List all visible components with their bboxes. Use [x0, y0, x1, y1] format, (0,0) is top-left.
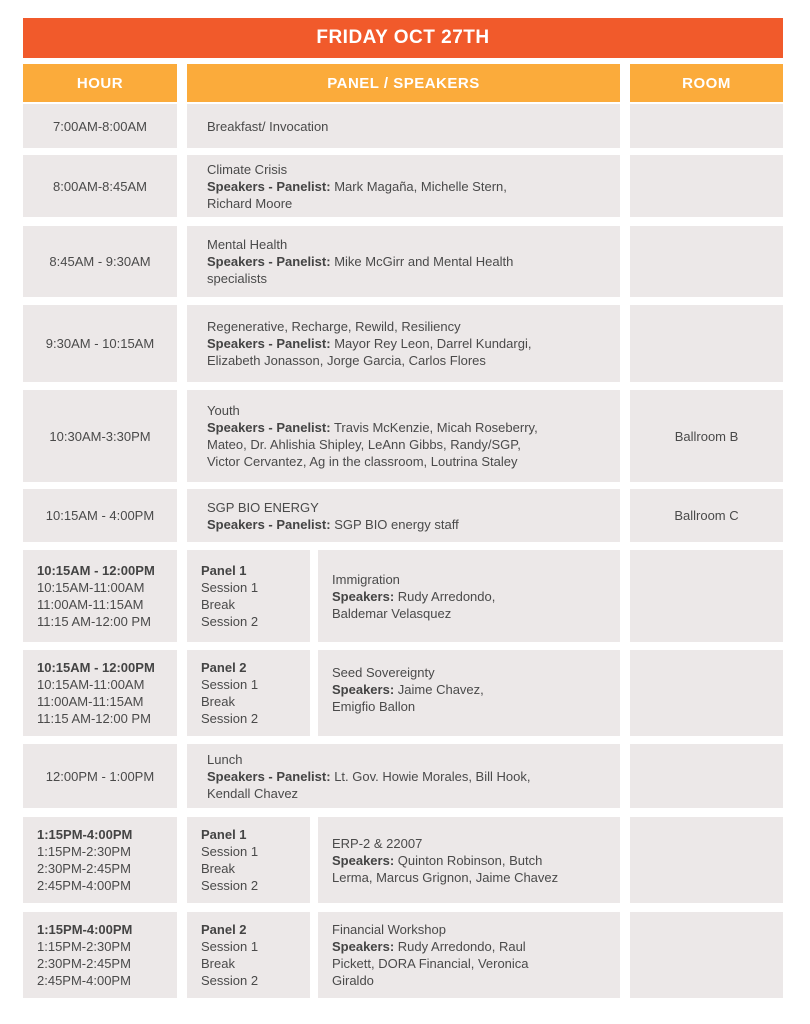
speakers-cont: specialists	[207, 271, 267, 286]
panel-name: Panel 2	[201, 922, 247, 937]
speakers-cont: Giraldo	[332, 973, 374, 988]
session-part: Session 2	[201, 614, 259, 629]
speakers-label: Speakers - Panelist:	[207, 254, 331, 269]
topic: ERP-2 & 22007	[332, 836, 423, 851]
time-slot: 1:15PM-2:30PM	[37, 939, 131, 954]
topic: Mental Health	[207, 237, 288, 252]
panel-name: Panel 2	[201, 660, 247, 675]
time-range: 10:15AM - 12:00PM	[37, 563, 155, 578]
room-cell	[630, 912, 783, 998]
hour-cell	[23, 912, 177, 998]
hour-cell	[23, 650, 177, 736]
topic: Immigration	[332, 571, 400, 587]
room-cell	[630, 650, 783, 736]
panel-cell	[187, 104, 620, 148]
panel-cell	[187, 226, 620, 297]
session-part: Session 1	[201, 677, 259, 692]
speakers: Rudy Arredondo,	[397, 588, 496, 604]
room-cell: Ballroom B	[630, 390, 783, 482]
topic: Lunch	[207, 751, 243, 767]
speakers-cont: Kendall Chavez	[207, 785, 299, 801]
time-slot: 11:00AM-11:15AM	[37, 694, 144, 709]
page-title: FRIDAY OCT 27TH	[23, 18, 783, 58]
speakers-label: Speakers:	[332, 682, 395, 697]
panel-cell	[187, 744, 620, 808]
hour-cell: 10:15AM - 4:00PM	[23, 489, 177, 542]
speakers-cont: Pickett, DORA Financial, Veronica	[332, 956, 529, 971]
speakers-label: Speakers - Panelist:	[207, 178, 331, 194]
speakers: SGP BIO energy staff	[334, 516, 459, 532]
topic: SGP BIO ENERGY	[207, 499, 319, 515]
speakers-label: Speakers - Panelist:	[207, 516, 331, 532]
time-slot: 10:15AM-11:00AM	[37, 580, 145, 595]
session-part: Break	[201, 694, 235, 709]
room-cell	[630, 550, 783, 642]
speakers-cont: Victor Cervantez, Ag in the classroom, Loutrina Staley	[207, 454, 518, 469]
room-cell	[630, 155, 783, 217]
time-slot: 11:15 AM-12:00 PM	[37, 614, 151, 629]
speakers: Travis McKenzie, Micah Roseberry,	[333, 420, 538, 435]
hour-cell: 7:00AM-8:00AM	[23, 104, 177, 148]
speakers-label: Speakers - Panelist:	[207, 420, 331, 435]
speakers-cont: Lerma, Marcus Grignon, Jaime Chavez	[332, 870, 559, 885]
speakers-label: Speakers:	[332, 939, 395, 954]
session-part: Session 1	[201, 580, 259, 595]
topic: Regenerative, Recharge, Rewild, Resiliency	[207, 319, 461, 334]
room-cell: Ballroom C	[630, 489, 783, 542]
session-part: Session 2	[201, 878, 259, 893]
time-slot: 1:15PM-2:30PM	[37, 844, 131, 859]
panel-sessions-cell	[187, 912, 310, 998]
session-part: Session 1	[201, 844, 259, 859]
time-range: 1:15PM-4:00PM	[37, 827, 133, 842]
time-range: 10:15AM - 12:00PM	[37, 660, 155, 675]
speakers: Quinton Robinson, Butch	[397, 853, 543, 868]
hour-cell	[23, 550, 177, 642]
time-slot: 11:15 AM-12:00 PM	[37, 711, 151, 726]
room-cell	[630, 305, 783, 382]
header-panel: PANEL / SPEAKERS	[187, 64, 620, 102]
panel-detail-cell	[318, 650, 620, 736]
hour-cell	[23, 817, 177, 903]
panel-cell	[187, 489, 620, 542]
header-hour: HOUR	[23, 64, 177, 102]
time-slot: 2:45PM-4:00PM	[37, 973, 131, 988]
topic: Breakfast/ Invocation	[207, 118, 329, 134]
hour-cell: 8:00AM-8:45AM	[23, 155, 177, 217]
room-cell	[630, 817, 783, 903]
time-range: 1:15PM-4:00PM	[37, 922, 133, 937]
panel-detail-cell	[318, 817, 620, 903]
session-part: Break	[201, 597, 235, 612]
speakers: Jaime Chavez,	[397, 682, 484, 697]
speakers: Mark Magaña, Michelle Stern,	[334, 178, 507, 194]
session-part: Session 1	[201, 939, 259, 954]
speakers-label: Speakers:	[332, 588, 395, 604]
speakers: Mike McGirr and Mental Health	[334, 254, 514, 269]
panel-cell	[187, 390, 620, 482]
panel-detail-cell	[318, 550, 620, 642]
speakers-cont: Mateo, Dr. Ahlishia Shipley, LeAnn Gibbs, Randy/SGP,	[207, 437, 521, 452]
time-slot: 10:15AM-11:00AM	[37, 677, 145, 692]
panel-sessions-cell	[187, 550, 310, 642]
speakers: Lt. Gov. Howie Morales, Bill Hook,	[334, 768, 531, 784]
hour-cell: 12:00PM - 1:00PM	[23, 744, 177, 808]
time-slot: 2:30PM-2:45PM	[37, 861, 131, 876]
speakers-label: Speakers - Panelist:	[207, 768, 331, 784]
speakers: Mayor Rey Leon, Darrel Kundargi,	[334, 336, 532, 351]
topic: Financial Workshop	[332, 922, 446, 937]
speakers-label: Speakers:	[332, 853, 395, 868]
panel-name: Panel 1	[201, 827, 247, 842]
room-cell	[630, 104, 783, 148]
room-cell	[630, 744, 783, 808]
speakers-cont: Richard Moore	[207, 195, 293, 211]
panel-name: Panel 1	[201, 563, 247, 578]
panel-cell	[187, 155, 620, 217]
time-slot: 11:00AM-11:15AM	[37, 597, 144, 612]
session-part: Session 2	[201, 973, 259, 988]
speakers: Rudy Arredondo, Raul	[397, 939, 526, 954]
header-room: ROOM	[630, 64, 783, 102]
speakers-cont: Baldemar Velasquez	[332, 605, 452, 621]
speakers-label: Speakers - Panelist:	[207, 336, 331, 351]
session-part: Break	[201, 861, 235, 876]
hour-cell: 10:30AM-3:30PM	[23, 390, 177, 482]
panel-sessions-cell	[187, 650, 310, 736]
session-part: Break	[201, 956, 235, 971]
time-slot: 2:45PM-4:00PM	[37, 878, 131, 893]
topic: Youth	[207, 403, 240, 418]
hour-cell: 8:45AM - 9:30AM	[23, 226, 177, 297]
panel-sessions-cell	[187, 817, 310, 903]
time-slot: 2:30PM-2:45PM	[37, 956, 131, 971]
room-cell	[630, 226, 783, 297]
session-part: Session 2	[201, 711, 259, 726]
speakers-cont: Emigfio Ballon	[332, 699, 416, 714]
hour-cell: 9:30AM - 10:15AM	[23, 305, 177, 382]
panel-detail-cell	[318, 912, 620, 998]
panel-cell	[187, 305, 620, 382]
topic: Seed Sovereignty	[332, 665, 435, 680]
speakers-cont: Elizabeth Jonasson, Jorge Garcia, Carlos Flores	[207, 353, 486, 368]
topic: Climate Crisis	[207, 161, 288, 177]
